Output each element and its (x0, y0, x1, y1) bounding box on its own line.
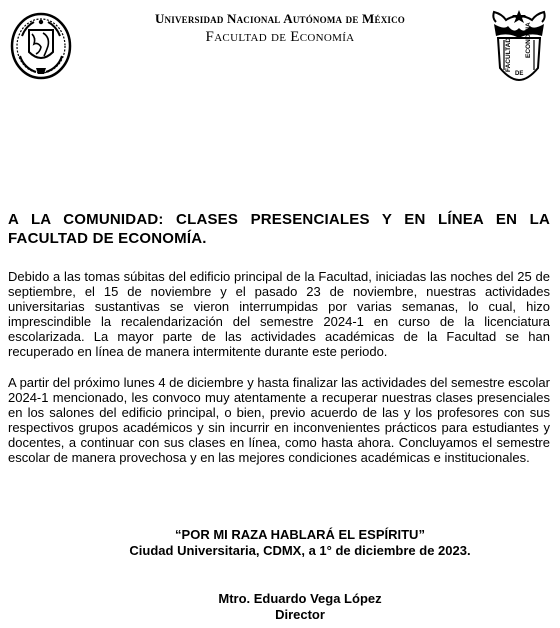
fe-logo-text: FACULTAD (505, 37, 512, 72)
notice-paragraph-2: A partir del próximo lunes 4 de diciembre y hasta finalizar las actividades del semestre escolar 2024-1 mencionado, les convoco muy atentamente a recuperar nuestras clases presenciales en los salones del edificio principal, o bien, previo acuerdo de las y los profesores con sus respectivos grupos académicos y sin incurrir en inconvenientes prácticos para estudiantes y docentes, a continuar con sus clases en línea, como hasta ahora. Concluyamos el semestre escolar de manera provechosa y en las mejores condiciones académicas e institucionales. (8, 375, 550, 465)
signer-name: Mtro. Eduardo Vega López (218, 591, 382, 606)
svg-text:ECONOMIA: ECONOMIA (525, 22, 532, 58)
notice-title: A LA COMUNIDAD: CLASES PRESENCIALES Y EN LÍNEA EN LA FACULTAD DE ECONOMÍA. (8, 211, 550, 247)
signer-role: Director (275, 607, 325, 622)
place-and-date: Ciudad Universitaria, CDMX, a 1° de diciembre de 2023. (129, 543, 471, 558)
faculty-name: Facultad de Economía (205, 29, 355, 45)
university-motto: “POR MI RAZA HABLARÁ EL ESPÍRITU” (175, 527, 425, 542)
svg-text:DE: DE (515, 71, 524, 77)
notice-paragraph-1: Debido a las tomas súbitas del edificio principal de la Facultad, iniciadas las noches del 25 de septiembre, el 15 de noviembre y el pasado 23 de noviembre, nuestras actividades universitarias sustantivas se vieron interrumpidas por varias semanas, lo cual, hizo imprescindible la recalendarización del semestre 2024-1 en curso de la licenciatura escolarizada. La mayor parte de las actividades académicas de la Facultad se han recuperado en línea de manera intermitente durante este periodo. (8, 269, 550, 359)
university-name: Universidad Nacional Autónoma de México (154, 11, 406, 26)
